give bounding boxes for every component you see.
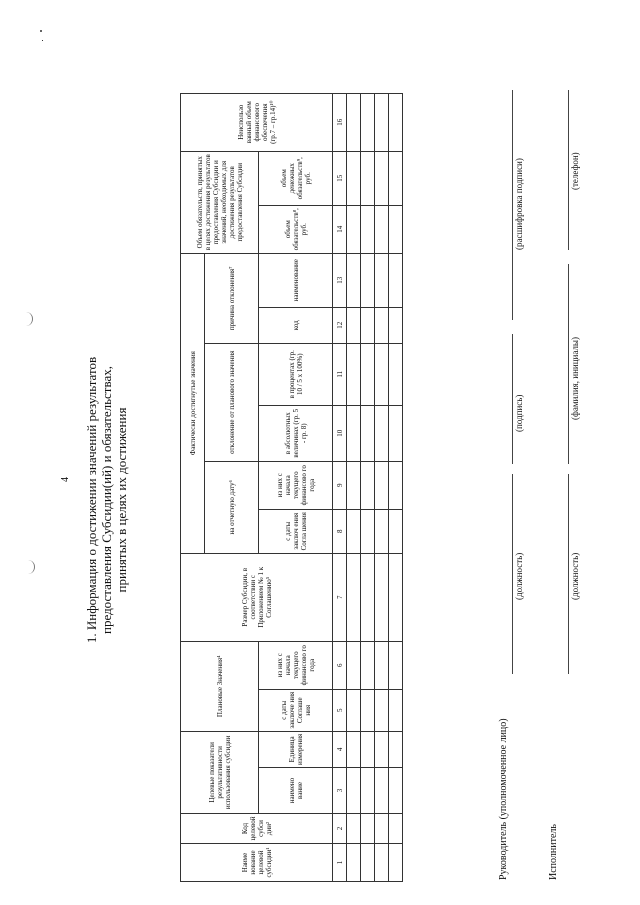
header-ind-unit: Единица измерения <box>259 731 333 767</box>
header-subsidy-size: Размер Субсидии, в соответствии с Приложением № 1 к Соглашению⁵ <box>181 553 333 641</box>
report-table <box>180 93 403 882</box>
header-dev-abs: в абсолютных величинах (гр. 5 - гр. 8) <box>259 405 333 461</box>
column-number: 16 <box>333 93 347 151</box>
column-number: 12 <box>333 307 347 343</box>
column-number: 15 <box>333 151 347 205</box>
table-row <box>361 93 375 881</box>
header-planned: Плановые Значения⁴ <box>181 641 259 731</box>
header-code-subsidy: Код целевой субси дии² <box>181 814 333 844</box>
header-planned-from-year: из них с начала текущего финансово го года <box>259 641 333 689</box>
column-number: 1 <box>333 844 347 882</box>
table-row <box>389 93 403 881</box>
table-row <box>347 93 361 881</box>
title-line: предоставления Субсидии(ий) и обязательствах, <box>99 366 114 634</box>
column-number: 11 <box>333 343 347 405</box>
title-line: принятых в целях их достижения <box>114 407 129 593</box>
executor-label: Исполнитель <box>548 824 559 880</box>
header-obl-volume: объем обязательств⁸, руб. <box>259 205 333 253</box>
column-number: 4 <box>333 731 347 767</box>
document-title <box>84 240 129 760</box>
table-row <box>375 93 389 881</box>
phone-caption: (телефон) <box>570 152 580 190</box>
signature-caption: (подпись) <box>514 394 524 432</box>
position-line <box>512 474 513 674</box>
header-target-indicators: Целевые показатели результативности использования субсидии <box>181 731 259 813</box>
signature-line <box>512 334 513 464</box>
header-name-subsidy: Наиме нование целевой субсидии¹ <box>181 844 333 882</box>
column-number: 8 <box>333 509 347 553</box>
column-number: 14 <box>333 205 347 253</box>
column-number: 2 <box>333 814 347 844</box>
column-number: 5 <box>333 689 347 731</box>
column-number: 9 <box>333 461 347 509</box>
header-dev-pct: в процентах (гр. 10 / 5 х 100%) <box>259 343 333 405</box>
column-number: 6 <box>333 641 347 689</box>
head-label: Руководитель (уполномоченное лицо) <box>498 718 509 880</box>
column-number: 3 <box>333 768 347 814</box>
decoding-line <box>512 90 513 320</box>
column-number: 13 <box>333 253 347 307</box>
name-line <box>568 264 569 464</box>
decoding-caption: (расшифровка подписи) <box>514 158 524 250</box>
header-ind-name: наимено вание <box>259 768 333 814</box>
column-number-row <box>333 93 347 881</box>
header-unused: Неиспользо ванный объем финансового обеспечения (гр.7 – гр.14)¹⁰ <box>181 93 333 151</box>
column-number: 7 <box>333 553 347 641</box>
page-number: 4 <box>60 477 71 482</box>
header-planned-from-date: с даты заключе ния Соглаше ния <box>259 689 333 731</box>
position-caption: (должность) <box>514 552 524 600</box>
header-reason-name: наименование <box>259 253 333 307</box>
header-actual-from-year: из них с начала текущего финансово го года <box>259 461 333 509</box>
executor-position-caption: (должность) <box>570 552 580 600</box>
column-number: 10 <box>333 405 347 461</box>
header-actual: Фактически достигнутые значения <box>181 253 205 553</box>
header-reason: причина отклонения⁷ <box>205 253 259 343</box>
phone-line <box>568 90 569 250</box>
header-obl-monetary: объем денежных обязательств⁹, руб. <box>259 151 333 205</box>
header-obligations: Объем обязательств, принятых в целях достижения результатов предоставления Субсидии и значений, необходимых для достижения результатов предоставления Субсидии <box>181 151 259 253</box>
executor-position-line <box>568 474 569 674</box>
header-actual-from-date: с даты заключ ения Согла шения <box>259 509 333 553</box>
header-reason-code: код <box>259 307 333 343</box>
name-caption: (фамилия, инициалы) <box>570 337 580 420</box>
title-line: 1. Информация о достижении значений результатов <box>84 356 99 644</box>
header-deviation: отклонение от планового значения <box>205 343 259 461</box>
header-on-report-date: на отчетную дату⁶ <box>205 461 259 553</box>
